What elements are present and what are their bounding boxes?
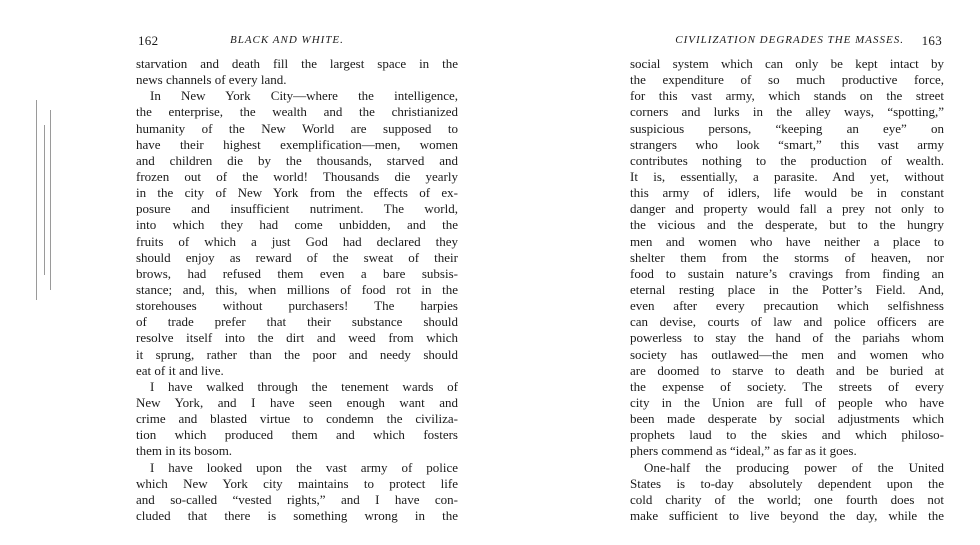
text-line: make sufficient to live beyond the day, while the [630,507,944,523]
text-line: States is to-day absolutely dependent upon the [630,475,944,491]
text-line: the vicious and the desperate, but to the hungry [630,217,944,233]
left-page-body [136,56,458,524]
right-page-body [630,56,944,524]
text-line: society has outlawed—the men and women who [630,346,944,362]
text-line: prophets laud to the skies and which philoso- [630,427,944,443]
text-line: it sprung, rather than the poor and needy should [136,346,458,362]
text-line: fruits of which a just God had declared they [136,233,458,249]
text-line: which New York city maintains to protect life [136,475,458,491]
text-line: strangers who look “smart,” this vast army [630,136,944,152]
text-line: are doomed to starve to death and be buried at [630,362,944,378]
text-line: and children die by the thousands, starved and [136,152,458,168]
text-line: One-half the producing power of the United [644,459,944,475]
text-line: I have walked through the tenement wards of [150,378,458,394]
text-line: into which they had come unbidden, and the [136,217,458,233]
text-line: in the city of New York from the effects of ex- [136,185,458,201]
text-line: them in its bosom. [136,443,233,459]
text-line: the expenditure of so much productive force, [630,72,944,88]
text-line: cluded that there is something wrong in the [136,507,458,523]
right-page [490,0,980,545]
text-line: should enjoy as reward of the sweat of their [136,249,458,265]
text-line: stance; and, this, when millions of food rot in the [136,281,458,297]
text-line: I have looked upon the vast army of police [150,459,458,475]
text-line: phers commend as “ideal,” as far as it goes. [630,443,857,459]
text-line: men and women who have neither a place to [630,233,944,249]
text-line: of trade prefer that their substance should [136,314,458,330]
text-line: news channels of every land. [136,72,287,88]
text-line: for this vast army, which stands on the street [630,88,944,104]
text-line: danger and property would fall a prey not only to [630,201,944,217]
text-line: New York, and I have seen enough want and [136,394,458,410]
text-line: been made desperate by social adjustments which [630,411,944,427]
text-line: can devise, courts of law and police officers are [630,314,944,330]
gutter-mark [36,100,37,300]
text-line: have their highest exemplification—men, women [136,136,458,152]
text-line: the enterprise, the wealth and the christianized [136,104,458,120]
text-line: this army of idlers, life would be in constant [630,185,944,201]
text-line: posure and insufficient nutriment. The world, [136,201,458,217]
right-page-number: 163 [921,33,942,48]
text-line: city in the Union are full of people who have [630,394,944,410]
gutter-mark [44,125,45,275]
text-line: corners and lurks in the alley ways, “spotting,” [630,104,944,120]
text-line: tion which produced them and which fosters [136,427,458,443]
text-line: storehouses without purchasers! The harpies [136,298,458,314]
text-line: the expense of society. The streets of every [630,378,944,394]
text-line: eternal resting place in the Potter’s Field. And, [630,281,944,297]
text-line: It is, essentially, a parasite. And yet, without [630,168,944,184]
text-line: food to sustain nature’s cravings from finding an [630,265,944,281]
text-line: resolve itself into the dirt and weed from which [136,330,458,346]
text-line: even after every precaution which selfishness [630,298,944,314]
text-line: frozen out of the world! Thousands die yearly [136,168,458,184]
left-page-number: 162 [138,33,159,48]
text-line: powerless to stay the hand of the pariahs whom [630,330,944,346]
text-line: contributes nothing to the production of wealth. [630,152,944,168]
text-line: social system which can only be kept intact by [630,56,944,71]
text-line: crime and blasted virtue to condemn the civiliza- [136,411,458,427]
left-running-head-title: BLACK AND WHITE. [230,34,344,46]
text-line: eat of it and live. [136,362,224,378]
text-line: and so-called “vested rights,” and I have con- [136,491,458,507]
text-line: shelter them from the storms of heaven, nor [630,249,944,265]
text-line: cold charity of the world; one fourth does not [630,491,944,507]
text-line: starvation and death fill the largest space in the [136,56,458,71]
text-line: brows, had refused them even a bare subsis- [136,265,458,281]
gutter-mark [50,110,51,290]
text-line: In New York City—where the intelligence, [150,88,458,104]
text-line: suspicious persons, “keeping an eye” on [630,120,944,136]
text-line: humanity of the New World are supposed to [136,120,458,136]
right-running-head-title: CIVILIZATION DEGRADES THE MASSES. [675,34,904,46]
